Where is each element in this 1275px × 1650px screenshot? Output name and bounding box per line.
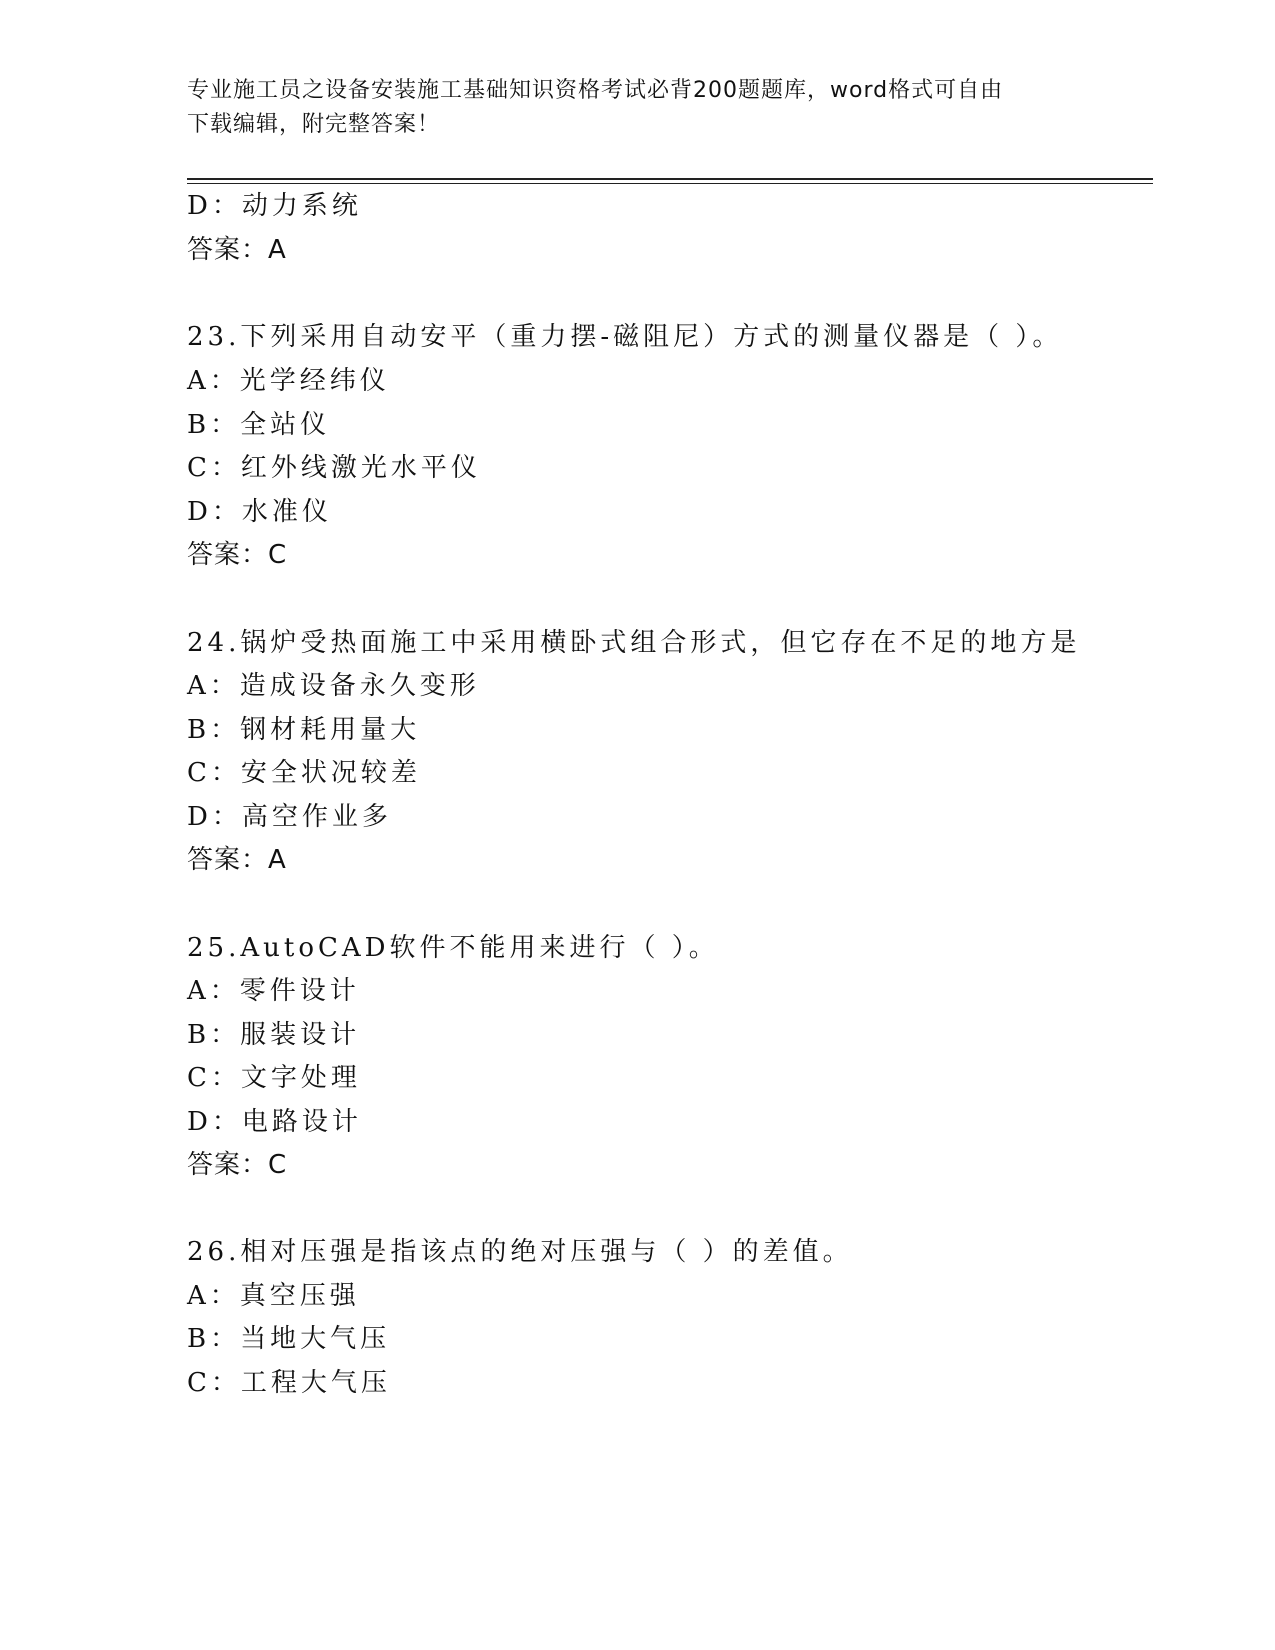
question-25-option-c: C：文字处理 — [187, 1063, 361, 1093]
question-23-option-c: C：红外线激光水平仪 — [187, 453, 481, 483]
header-line-1: 专业施工员之设备安装施工基础知识资格考试必背200题题库，word格式可自由 — [187, 78, 1004, 103]
question-24-stem: 24.锅炉受热面施工中采用横卧式组合形式，但它存在不足的地方是 — [187, 628, 1081, 658]
prev-option-d: D：动力系统 — [187, 191, 362, 221]
question-23-option-d: D：水准仪 — [187, 497, 332, 527]
question-24-option-c: C：安全状况较差 — [187, 758, 421, 788]
question-23-stem: 23.下列采用自动安平（重力摆-磁阻尼）方式的测量仪器是（ ）。 — [187, 322, 1063, 352]
question-25-option-b: B：服装设计 — [187, 1020, 361, 1050]
question-26-option-b: B：当地大气压 — [187, 1324, 391, 1354]
question-26-stem: 26.相对压强是指该点的绝对压强与（ ）的差值。 — [187, 1237, 853, 1267]
question-23-answer: 答案：C — [187, 540, 288, 570]
question-24-option-a: A：造成设备永久变形 — [187, 671, 480, 701]
question-25-answer: 答案：C — [187, 1150, 288, 1180]
question-23-option-a: A：光学经纬仪 — [187, 366, 390, 396]
header-divider-top — [187, 178, 1153, 180]
question-24-option-d: D：高空作业多 — [187, 802, 392, 832]
prev-answer: 答案：A — [187, 235, 287, 265]
question-23-option-b: B：全站仪 — [187, 410, 331, 440]
document-header — [187, 74, 1067, 142]
question-25-stem: 25.AutoCAD软件不能用来进行（ ）。 — [187, 933, 719, 963]
question-25-option-d: D：电路设计 — [187, 1107, 362, 1137]
header-divider-bottom — [187, 183, 1153, 184]
question-26-option-a: A：真空压强 — [187, 1281, 360, 1311]
question-26-option-c: C：工程大气压 — [187, 1368, 391, 1398]
header-line-2: 下载编辑，附完整答案！ — [187, 112, 441, 137]
question-24-answer: 答案：A — [187, 845, 287, 875]
question-24-option-b: B：钢材耗用量大 — [187, 715, 421, 745]
question-25-option-a: A：零件设计 — [187, 976, 360, 1006]
